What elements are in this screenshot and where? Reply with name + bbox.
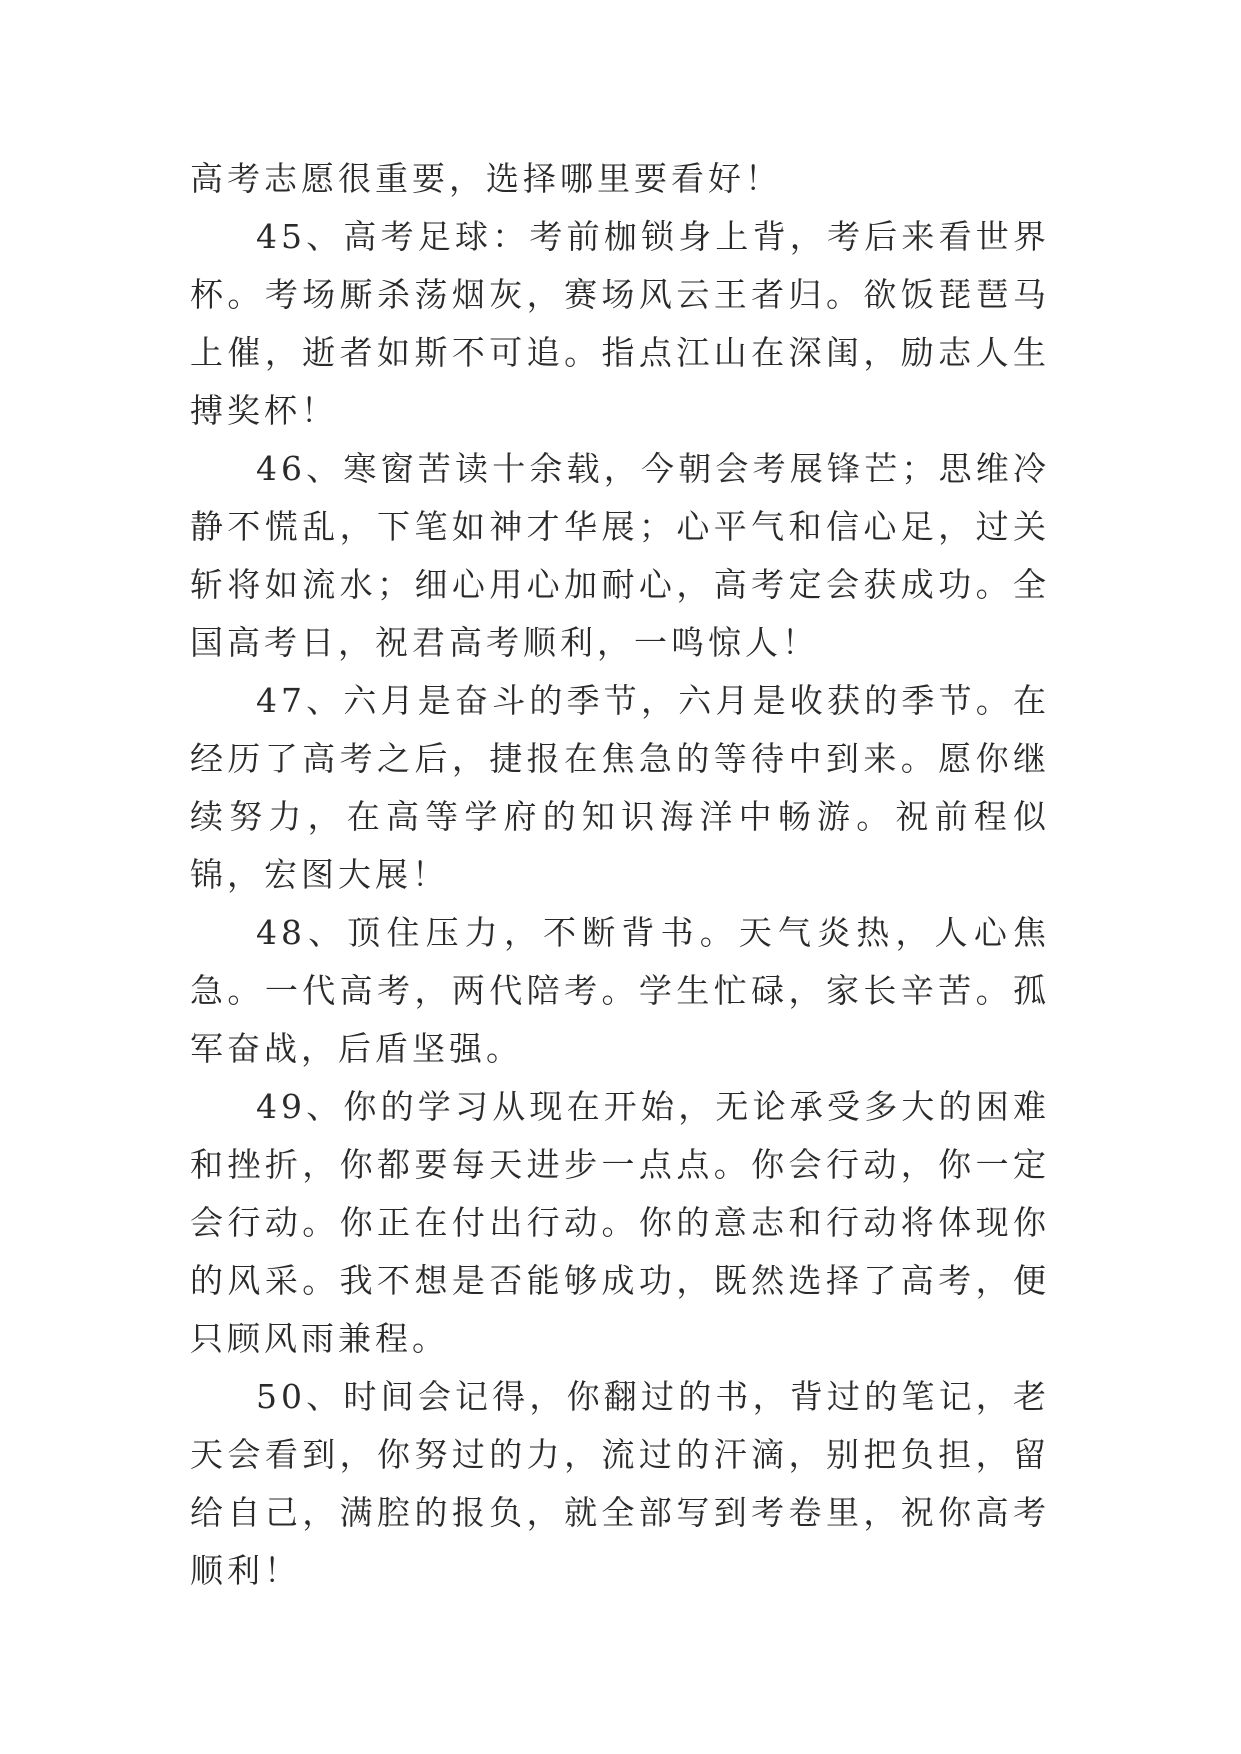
paragraph-49: 49、你的学习从现在开始，无论承受多大的困难和挫折，你都要每天进步一点点。你会行动，你一定会行动。你正在付出行动。你的意志和行动将体现你的风采。我不想是否能够成功，既然选择了高考，便只顾风雨兼程。 xyxy=(190,1087,1050,1358)
paragraph-48: 48、顶住压力，不断背书。天气炎热，人心焦急。一代高考，两代陪考。学生忙碌，家长辛苦。孤军奋战，后盾坚强。 xyxy=(190,913,1050,1068)
paragraph-47: 47、六月是奋斗的季节，六月是收获的季节。在经历了高考之后，捷报在焦急的等待中到来。愿你继续努力，在高等学府的知识海洋中畅游。祝前程似锦，宏图大展！ xyxy=(190,681,1050,894)
paragraph-45: 45、高考足球：考前枷锁身上背，考后来看世界杯。考场厮杀荡烟灰，赛场风云王者归。欲饭琵琶马上催，逝者如斯不可追。指点江山在深闺，励志人生搏奖杯！ xyxy=(190,217,1050,430)
paragraph-continuation: 高考志愿很重要，选择哪里要看好！ xyxy=(190,159,782,198)
document-body xyxy=(190,150,1050,1600)
paragraph-50: 50、时间会记得，你翻过的书，背过的笔记，老天会看到，你努过的力，流过的汗滴，别把负担，留给自己，满腔的报负，就全部写到考卷里，祝你高考顺利！ xyxy=(190,1377,1050,1590)
paragraph-46: 46、寒窗苦读十余载，今朝会考展锋芒；思维冷静不慌乱，下笔如神才华展；心平气和信心足，过关斩将如流水；细心用心加耐心，高考定会获成功。全国高考日，祝君高考顺利，一鸣惊人！ xyxy=(190,449,1050,662)
